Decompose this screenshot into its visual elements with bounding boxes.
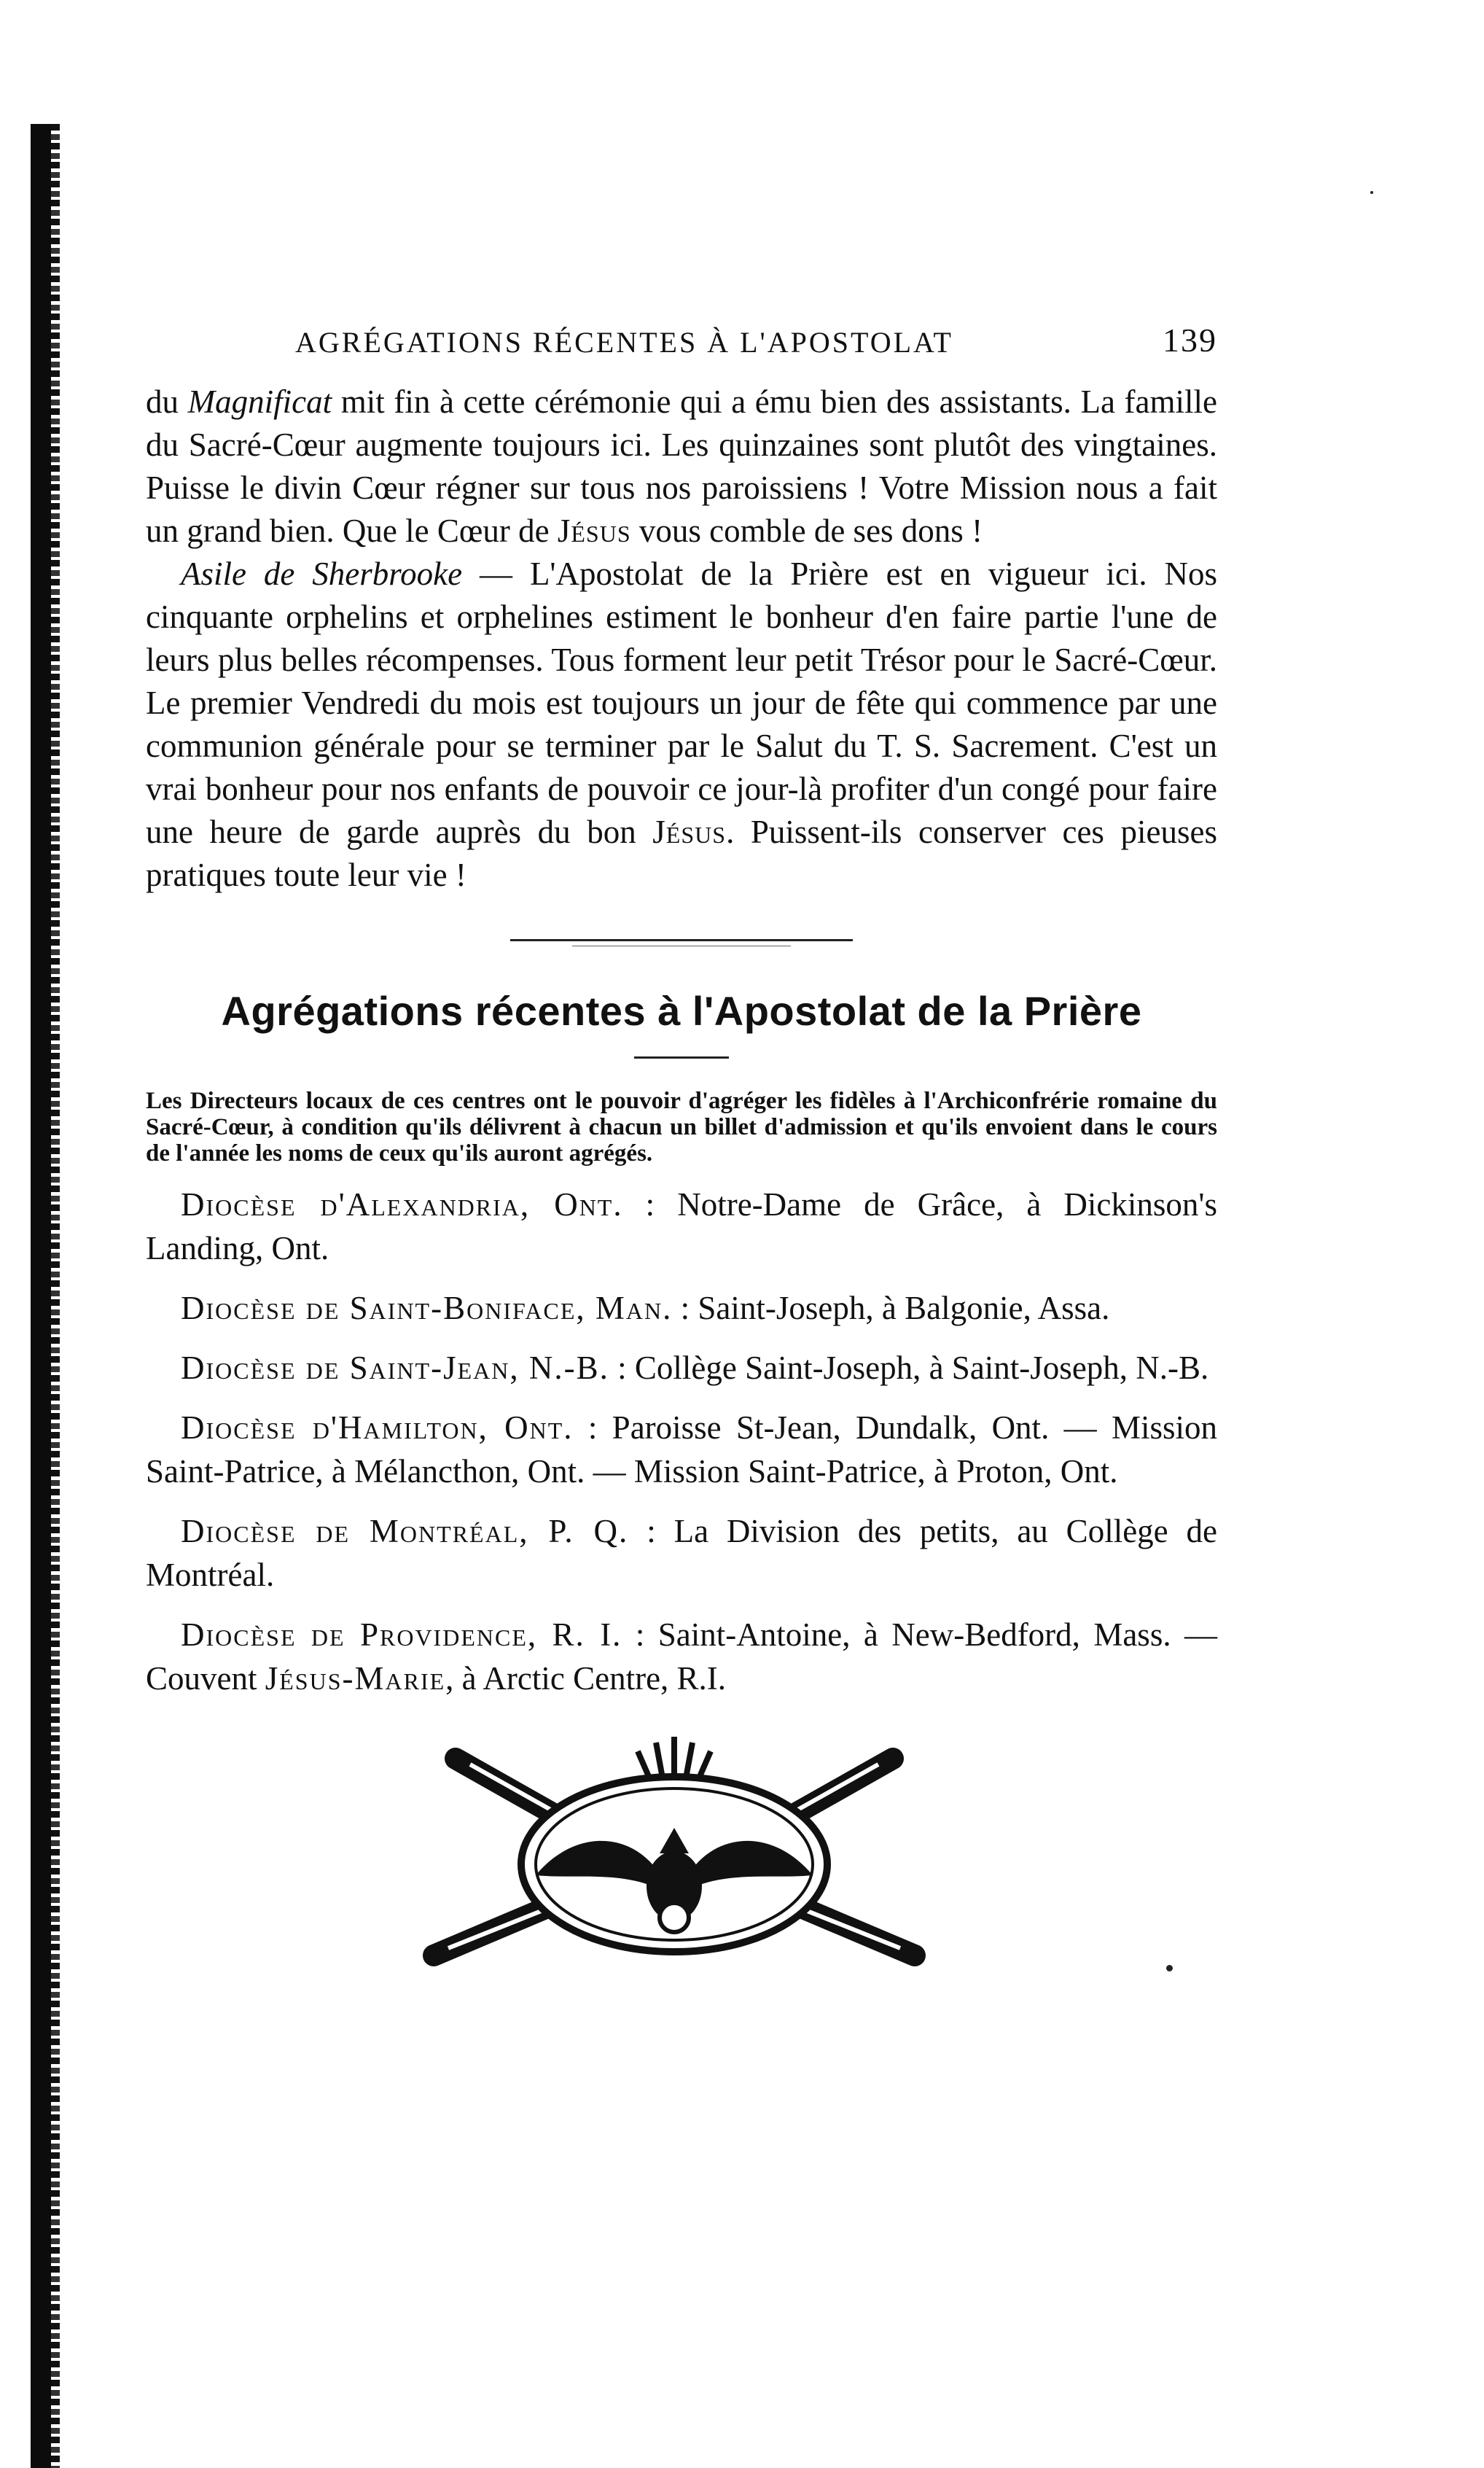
entry-text: : Notre-Dame de Grâce, à Dickinson's Landing, Ont.: [146, 1186, 1217, 1266]
entry-saint-jean: [146, 1346, 1217, 1390]
jesus-name: Jésus: [652, 814, 727, 850]
entry-hamilton: [146, 1406, 1217, 1493]
entry-providence: [146, 1613, 1217, 1700]
page-binding-edge: [51, 124, 60, 2468]
para1-end: vous comble de ses dons !: [630, 513, 983, 549]
page-binding-shadow: [31, 124, 52, 2468]
diocese-name: Diocèse de Saint-Boniface, Man.: [181, 1290, 673, 1326]
diocese-name: Diocèse de Saint-Jean, N.-B.: [181, 1350, 609, 1386]
magnificat-word: Magnificat: [187, 384, 332, 420]
section-divider: [510, 939, 853, 941]
dust-speck: [1370, 191, 1373, 194]
entry-text: : Paroisse St-Jean, Dundalk, Ont. — Mission Saint-Patrice, à Mélancthon, Ont. — Mission Saint-Patrice, à Proton, Ont.: [146, 1409, 1217, 1490]
entry-text: : Saint-Antoine, à New-Bedford, Mass. — Couvent: [146, 1616, 1217, 1697]
holy-spirit-dove-emblem-icon: [405, 1729, 944, 1992]
title-underline: [634, 1056, 729, 1059]
entry-saint-boniface: [146, 1286, 1217, 1330]
diocese-name: Diocèse d'Alexandria, Ont.: [181, 1186, 623, 1223]
page-content: [146, 321, 1217, 1992]
diocese-name: Diocèse d'Hamilton, Ont.: [181, 1409, 574, 1446]
paragraph-magnificat: [146, 381, 1217, 553]
page-number: 139: [1163, 322, 1217, 359]
entry-montreal: [146, 1509, 1217, 1597]
running-title: AGRÉGATIONS RÉCENTES À L'APOSTOLAT: [295, 326, 953, 359]
prefix-du: du: [146, 384, 188, 420]
directors-note: Les Directeurs locaux de ces centres ont le pouvoir d'agréger les fidèles à l'Archiconfrérie romaine du Sacré-Cœur, à condition qu'ils délivrent à chacun un billet d'admission et qu'ils envoient dans le cours de l'année les noms de ceux qu'ils auront agrégés.: [146, 1088, 1217, 1167]
diocese-name: Diocèse de Montréal, P. Q.: [181, 1513, 629, 1549]
para2-text-a: — L'Apostolat de la Prière est en vigueur ici. Nos cinquante orphelins et orphelines estiment le bonheur d'en faire partie l'une de leurs plus belles récompenses. Tous forment leur petit Trésor pour le Sacré-Cœur. Le premier Vendredi du mois est toujours un jour de fête qui commence par une communion générale pour se terminer par le Salut du T. S. Sacrement. C'est un vrai bonheur pour nos enfants de pouvoir ce jour-là profiter d'un congé pour faire une heure de garde auprès du bon: [146, 556, 1218, 850]
entry-alexandria: [146, 1183, 1217, 1270]
asile-title: Asile de Sherbrooke: [181, 556, 463, 592]
section-title: Agrégations récentes à l'Apostolat de la Prière: [221, 988, 1142, 1034]
entry-text: : La Division des petits, au Collège de Montréal.: [146, 1513, 1218, 1593]
entry-text: : Saint-Joseph, à Balgonie, Assa.: [672, 1290, 1110, 1326]
jesus-marie: Jésus-Marie: [265, 1660, 446, 1697]
diocese-name: Diocèse de Providence, R. I.: [181, 1616, 622, 1653]
running-head: [146, 321, 1217, 372]
paragraph-asile-sherbrooke: [146, 553, 1217, 897]
para2-text-b: . Puissent-ils conserver ces pieuses pratiques toute leur vie !: [146, 814, 1217, 893]
jesus-name: Jésus: [557, 513, 631, 549]
entry-text: : Collège Saint-Joseph, à Saint-Joseph, N.-B.: [609, 1350, 1209, 1386]
para1-text: mit fin à cette cérémonie qui a ému bien des assistants. La famille du Sacré-Cœur augmente toujours ici. Les quinzaines sont plutôt des vingtaines. Puisse le divin Cœur régner sur tous nos paroissiens ! Votre Mission nous a fait un grand bien. Que le Cœur de: [146, 384, 1218, 549]
entry-text-end: , à Arctic Centre, R.I.: [445, 1660, 727, 1697]
